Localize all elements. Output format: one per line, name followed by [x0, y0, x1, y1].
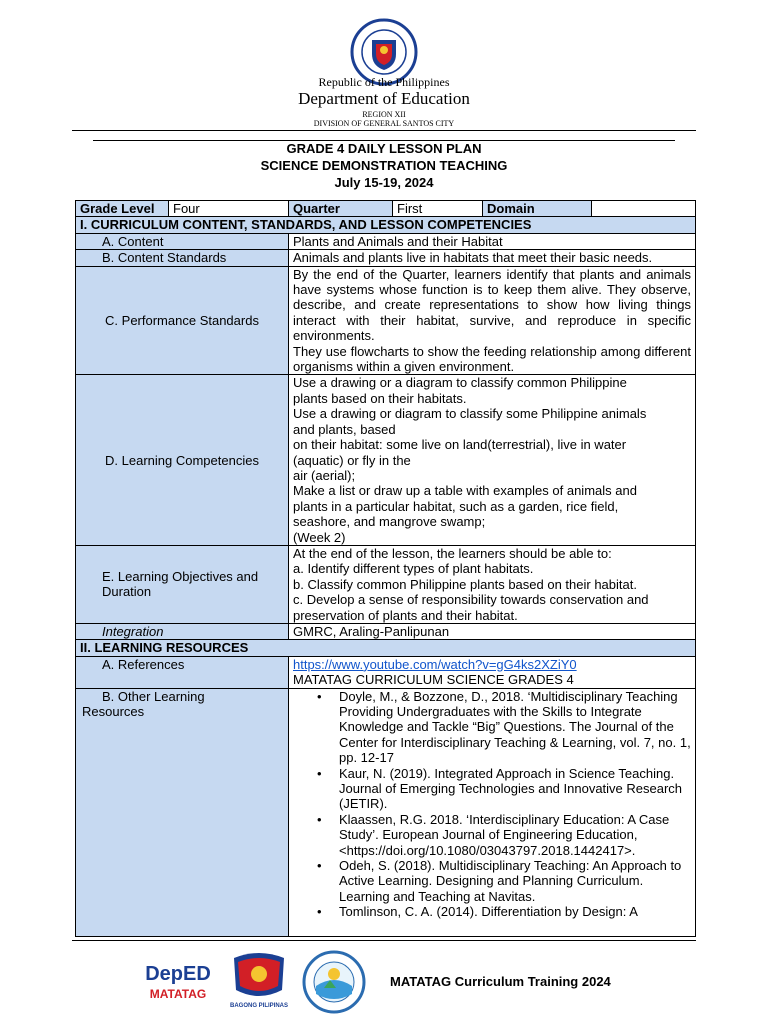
header-divider	[72, 130, 696, 131]
deped-logo-text: DepED	[145, 963, 211, 985]
content-standards-label: B. Content Standards	[76, 250, 289, 266]
list-item: • Kaur, N. (2019). Integrated Approach in Science Teaching. Journal of Emerging Technologies and Innovative Research (JETIR).	[339, 766, 691, 812]
performance-standards-row	[76, 266, 696, 375]
performance-standards-label: C. Performance Standards	[76, 266, 289, 375]
lesson-plan-table	[75, 200, 696, 937]
competency-line: plants based on their habitats.	[293, 390, 467, 406]
section2-heading: II. LEARNING RESOURCES	[76, 640, 696, 656]
grade-level-label: Grade Level	[76, 201, 169, 217]
bagong-pilipinas-logo	[224, 950, 294, 1010]
performance-standards-p2: They use flowcharts to show the feeding relationship among different organisms within a given environment.	[293, 343, 691, 375]
integration-value: GMRC, Araling-Panlipunan	[289, 623, 696, 639]
section1-heading: I. CURRICULUM CONTENT, STANDARDS, AND LESSON COMPETENCIES	[76, 217, 696, 233]
content-standards-value: Animals and plants live in habitats that meet their basic needs.	[289, 250, 696, 266]
content-standards-row	[76, 250, 696, 266]
competency-line: Use a drawing or diagram to classify some Philippine animals	[293, 406, 647, 422]
learning-competencies-row	[76, 375, 696, 545]
learning-competencies-label: D. Learning Competencies	[76, 375, 289, 545]
republic-text: Republic of the Philippines	[318, 75, 450, 89]
objective-line: c. Develop a sense of responsibility towards conservation and	[293, 592, 649, 608]
competency-line: Make a list or draw up a table with examples of animals and	[293, 483, 637, 499]
footer-divider	[72, 940, 696, 941]
section2-heading-row	[76, 640, 696, 656]
learning-competencies-value	[289, 375, 696, 545]
integration-row	[76, 623, 696, 639]
deped-matatag-logo	[142, 955, 214, 1005]
competency-line: (aquatic) or fly in the	[293, 452, 411, 468]
section1-heading-row	[76, 217, 696, 233]
other-resources-label	[76, 688, 289, 936]
info-row	[76, 201, 696, 217]
list-item: • Klaassen, R.G. 2018. ‘Interdisciplinary Education: A Case Study’. European Journal of Engineering Education, <https://doi.org/10.1080/03043797.2018.1442417>.	[339, 812, 691, 858]
domain-label: Domain	[483, 201, 592, 216]
domain-value	[592, 201, 600, 216]
other-resources-label-line1: B. Other Learning	[102, 688, 205, 704]
region-text: REGION XII	[362, 110, 406, 119]
quarter-label: Quarter	[289, 201, 393, 217]
integration-label: Integration	[76, 623, 289, 639]
references-value	[289, 656, 696, 688]
grade-level-value: Four	[169, 201, 289, 217]
references-text: MATATAG CURRICULUM SCIENCE GRADES 4	[293, 672, 574, 688]
lesson-plan-subtitle: SCIENCE DEMONSTRATION TEACHING	[260, 158, 508, 173]
division-text: DIVISION OF GENERAL SANTOS CITY	[313, 119, 455, 128]
performance-standards-value	[289, 266, 696, 375]
list-item: • Odeh, S. (2018). Multidisciplinary Teaching: An Approach to Active Learning. Designing and Planning Curriculum. Learning and Teaching at Navitas.	[339, 858, 691, 904]
matatag-logo-text: MATATAG	[149, 987, 207, 1001]
learning-objectives-value	[289, 545, 696, 623]
competency-line: seashore, and mangrove swamp;	[293, 514, 486, 530]
references-row	[76, 656, 696, 688]
references-link[interactable]: https://www.youtube.com/watch?v=gG4ks2XZiY0	[293, 656, 577, 672]
other-resources-row	[76, 688, 696, 936]
performance-standards-p1: By the end of the Quarter, learners identify that plants and animals have systems whose function is to keep them alive. They observe, describe, and create representations to show how living things interact with their habitat, survive, and reproduce in specific environments.	[293, 266, 691, 344]
division-seal-icon	[302, 950, 366, 1014]
department-title: Department of Education	[298, 89, 470, 108]
quarter-value: First	[393, 201, 483, 217]
footer-text: MATATAG Curriculum Training 2024	[390, 974, 611, 989]
lesson-plan-title: GRADE 4 DAILY LESSON PLAN	[286, 141, 482, 156]
other-resources-label-line2: Resources	[82, 704, 145, 719]
objective-line: a. Identify different types of plant habitats.	[293, 561, 534, 577]
competency-line: (Week 2)	[293, 529, 346, 545]
other-resources-list	[293, 689, 691, 920]
competency-line: on their habitat: some live on land(terrestrial), live in water	[293, 437, 627, 453]
content-row	[76, 233, 696, 249]
lesson-plan-date: July 15-19, 2024	[334, 175, 434, 190]
objective-line: preservation of plants and their habitat.	[293, 607, 518, 623]
objective-line: At the end of the lesson, the learners should be able to:	[293, 545, 612, 561]
learning-objectives-label: E. Learning Objectives and Duration	[76, 545, 289, 623]
objective-line: b. Classify common Philippine plants based on their habitat.	[293, 576, 637, 592]
competency-line: air (aerial);	[293, 467, 356, 483]
references-label: A. References	[76, 656, 289, 688]
other-resources-value	[289, 688, 696, 936]
competency-line: Use a drawing or a diagram to classify common Philippine	[293, 375, 627, 391]
list-item: • Tomlinson, C. A. (2014). Differentiation by Design: A	[339, 904, 691, 919]
list-item: • Doyle, M., & Bozzone, D., 2018. ‘Multidisciplinary Teaching Providing Undergraduates with the Skills to Integrate Knowledge and Tackle “Big” Questions. The Journal of the Center for Interdisciplinary Teaching & Learning, vol. 7, no. 1, pp. 12-17	[339, 689, 691, 766]
bagong-pilipinas-text: BAGONG PILIPINAS	[229, 1003, 289, 1009]
learning-objectives-row	[76, 545, 696, 623]
competency-line: and plants, based	[293, 421, 396, 437]
content-label: A. Content	[76, 233, 289, 249]
domain-cell	[483, 201, 696, 217]
content-value: Plants and Animals and their Habitat	[289, 233, 696, 249]
competency-line: plants in a particular habitat, such as a garden, rice field,	[293, 498, 619, 514]
